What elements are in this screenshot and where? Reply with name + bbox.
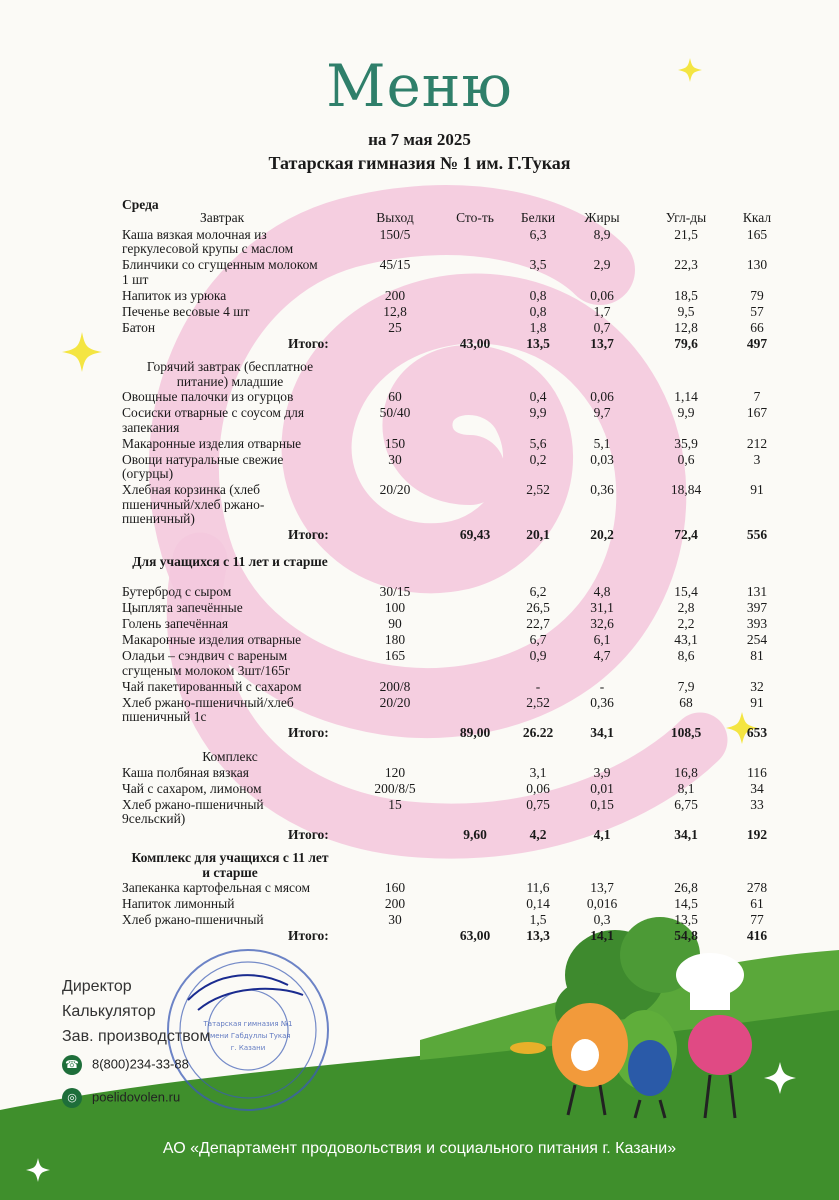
total-fat: 20,2 (590, 527, 614, 542)
menu-item-fat: 0,03 (590, 451, 614, 467)
total-cost: 89,00 (459, 725, 491, 740)
menu-item-yield: 180 (384, 632, 406, 647)
menu-item-protein: 0,06 (526, 780, 550, 796)
column-header: Жиры (584, 210, 620, 225)
menu-item-carbs: 14,5 (674, 896, 698, 911)
menu-item-name: Запеканка картофельная с мясом (122, 880, 311, 895)
menu-item-protein: 22,7 (526, 616, 550, 631)
menu-item-protein: 6,2 (529, 584, 547, 599)
footer-organization: АО «Департамент продовольствия и социального питания г. Казани» (162, 1140, 677, 1157)
menu-item-carbs: 9,5 (677, 303, 695, 319)
menu-item-yield: 20/20 (379, 694, 411, 710)
menu-item-fat: 0,36 (590, 694, 614, 710)
signature-director: Директор (62, 978, 132, 995)
total-protein: 20,1 (526, 527, 550, 542)
menu-item-kcal: 3 (753, 451, 761, 467)
menu-item-fat: 0,06 (590, 287, 614, 303)
menu-item-yield: 150 (384, 435, 406, 451)
menu-item-carbs: 12,8 (674, 319, 698, 335)
total-carbs: 34,1 (674, 827, 698, 842)
menu-item-fat: - (599, 678, 605, 694)
menu-item-name: Овощи натуральные свежие (огурцы) (122, 451, 284, 481)
menu-item-fat: 4,8 (593, 584, 611, 599)
menu-item-carbs: 9,9 (677, 405, 695, 420)
total-protein: 13,3 (526, 928, 550, 943)
total-cost: 43,00 (459, 335, 491, 351)
menu-item-protein: 0,8 (529, 303, 547, 319)
day-label: Среда (122, 197, 159, 212)
menu-item-kcal: 81 (750, 648, 764, 663)
menu-item-kcal: 91 (750, 694, 764, 710)
menu-item-carbs: 7,9 (677, 678, 695, 694)
menu-item-fat: 0,15 (590, 796, 614, 812)
menu-item-name: Хлебная корзинка (хлеб пшеничный/хлеб ржано-пшеничный) (122, 482, 265, 526)
menu-item-protein: 3,1 (529, 764, 547, 780)
yellow-star-icon (62, 332, 102, 372)
menu-item-carbs: 22,3 (674, 257, 698, 272)
menu-title: Меню (326, 52, 513, 120)
section-heading: Завтрак (200, 210, 245, 225)
menu-item-kcal: 66 (750, 319, 764, 335)
menu-item-name: Цыплята запечённые (122, 600, 243, 615)
school-name: Татарская гимназия № 1 им. Г.Тукая (268, 153, 571, 173)
total-label: Итого: (288, 928, 329, 943)
phone-icon: ☎ (62, 1055, 82, 1075)
total-carbs: 108,5 (670, 725, 702, 740)
total-protein: 4,2 (529, 827, 547, 842)
menu-item-protein: 0,14 (526, 896, 550, 911)
menu-item-name: Чай пакетированный с сахаром (122, 678, 302, 694)
total-carbs: 54,8 (674, 928, 698, 943)
total-label: Итого: (288, 527, 329, 542)
menu-item-kcal: 131 (746, 584, 768, 599)
menu-item-yield: 30 (388, 451, 402, 467)
menu-item-carbs: 15,4 (674, 584, 698, 599)
menu-item-name: Печенье весовые 4 шт (122, 303, 250, 319)
total-fat: 34,1 (590, 725, 614, 740)
svg-text:г. Казани: г. Казани (230, 1044, 266, 1052)
menu-item-protein: 9,9 (529, 405, 547, 420)
total-label: Итого: (288, 827, 329, 842)
menu-item-protein: 0,8 (529, 287, 547, 303)
menu-item-fat: 0,01 (590, 780, 614, 796)
menu-item-fat: 6,1 (593, 632, 611, 647)
total-kcal: 556 (746, 527, 768, 542)
menu-item-protein: 2,52 (526, 694, 550, 710)
menu-item-fat: 0,06 (590, 389, 614, 404)
menu-item-name: Батон (122, 319, 156, 335)
menu-item-fat: 0,7 (593, 319, 611, 335)
menu-item-yield: 160 (384, 880, 406, 895)
menu-item-carbs: 68 (679, 694, 693, 710)
menu-item-name: Каша вязкая молочная из геркулесовой крупы с маслом (122, 226, 294, 256)
menu-item-fat: 0,3 (593, 912, 611, 927)
menu-item-protein: 26,5 (526, 600, 550, 615)
menu-item-fat: 4,7 (593, 648, 611, 663)
menu-item-carbs: 0,6 (677, 451, 695, 467)
menu-item-protein: 0,9 (529, 648, 547, 663)
menu-item-protein: 0,2 (529, 451, 547, 467)
menu-item-name: Овощные палочки из огурцов (122, 389, 294, 404)
column-header: Угл-ды (665, 210, 707, 225)
menu-item-kcal: 167 (746, 405, 768, 420)
menu-item-carbs: 18,84 (670, 482, 702, 497)
column-header: Выход (376, 210, 414, 225)
menu-item-name: Чай с сахаром, лимоном (122, 780, 262, 796)
menu-item-kcal: 130 (746, 257, 768, 272)
menu-item-yield: 45/15 (379, 257, 411, 272)
menu-item-carbs: 8,6 (677, 648, 695, 663)
menu-item-yield: 20/20 (379, 482, 411, 497)
menu-item-yield: 200/8 (379, 678, 411, 694)
menu-item-name: Макаронные изделия отварные (122, 632, 302, 647)
total-label: Итого: (288, 335, 329, 351)
menu-item-kcal: 7 (753, 389, 761, 404)
menu-item-protein: 5,6 (529, 435, 547, 451)
menu-item-kcal: 116 (747, 764, 767, 780)
menu-item-protein: - (535, 678, 541, 694)
menu-item-name: Бутерброд с сыром (122, 584, 232, 599)
menu-item-fat: 0,36 (590, 482, 614, 497)
column-header: Сто-ть (456, 210, 494, 225)
menu-item-carbs: 1,14 (674, 389, 698, 404)
menu-item-protein: 1,8 (529, 319, 547, 335)
menu-item-fat: 3,9 (593, 764, 611, 780)
signature-calculator: Калькулятор (62, 1003, 156, 1020)
menu-item-carbs: 35,9 (674, 435, 698, 451)
menu-item-fat: 9,7 (593, 405, 611, 420)
menu-item-kcal: 79 (750, 287, 764, 303)
menu-item-name: Хлеб ржано-пшеничный/хлеб пшеничный 1с (122, 694, 294, 724)
menu-item-carbs: 13,5 (674, 912, 698, 927)
menu-item-name: Напиток лимонный (122, 896, 235, 911)
menu-item-carbs: 2,2 (677, 616, 695, 631)
phone-contact (62, 1055, 189, 1075)
menu-item-yield: 90 (388, 616, 402, 631)
total-cost: 63,00 (459, 928, 491, 943)
total-carbs: 79,6 (674, 335, 698, 351)
menu-item-kcal: 91 (750, 482, 764, 497)
section-heading: Комплекс для учащихся с 11 лет и старше (131, 850, 329, 880)
menu-item-yield: 100 (384, 600, 406, 615)
total-kcal: 416 (746, 928, 768, 943)
menu-item-yield: 165 (384, 648, 406, 663)
menu-item-kcal: 278 (746, 880, 768, 895)
menu-item-carbs: 16,8 (674, 764, 698, 780)
menu-item-kcal: 61 (750, 896, 764, 911)
section-heading: Комплекс (202, 749, 258, 764)
menu-item-kcal: 212 (746, 435, 768, 451)
menu-item-name: Блинчики со сгущенным молоком 1 шт (122, 257, 318, 287)
menu-item-carbs: 18,5 (674, 287, 698, 303)
menu-item-fat: 5,1 (593, 435, 611, 451)
menu-item-fat: 13,7 (590, 880, 614, 895)
total-carbs: 72,4 (674, 527, 698, 542)
menu-item-kcal: 77 (750, 912, 764, 927)
menu-item-yield: 50/40 (379, 405, 411, 420)
total-kcal: 192 (746, 827, 768, 842)
section-heading: Для учащихся с 11 лет и старше (132, 554, 328, 569)
menu-item-yield: 12,8 (383, 303, 407, 319)
menu-item-fat: 32,6 (590, 616, 614, 631)
menu-item-carbs: 43,1 (674, 632, 698, 647)
menu-item-name: Голень запечённая (122, 616, 229, 631)
column-header: Белки (520, 210, 556, 225)
menu-item-fat: 2,9 (593, 257, 611, 272)
total-protein: 26.22 (522, 725, 554, 740)
menu-item-yield: 30 (388, 912, 402, 927)
menu-item-yield: 150/5 (379, 226, 411, 242)
menu-item-name: Напиток из урюка (122, 287, 227, 303)
svg-text:Татарская гимназия №1: Татарская гимназия №1 (203, 1020, 293, 1028)
menu-item-yield: 30/15 (379, 584, 411, 599)
menu-item-kcal: 32 (750, 678, 764, 694)
menu-item-protein: 11,6 (526, 880, 550, 895)
menu-item-yield: 15 (388, 796, 402, 812)
menu-item-name: Оладьи – сэндвич с вареным сгущеным молоком 3шт/165г (122, 648, 291, 678)
menu-item-protein: 3,5 (529, 257, 547, 272)
menu-item-fat: 8,9 (593, 226, 611, 242)
menu-item-kcal: 34 (750, 780, 764, 796)
globe-icon: ◎ (62, 1088, 82, 1108)
column-header: Ккал (742, 210, 772, 225)
menu-item-carbs: 8,1 (677, 780, 695, 796)
total-kcal: 653 (746, 725, 768, 740)
menu-item-kcal: 165 (746, 226, 768, 242)
menu-item-fat: 1,7 (593, 303, 611, 319)
menu-item-kcal: 397 (746, 600, 768, 615)
menu-item-carbs: 21,5 (674, 226, 698, 242)
menu-item-name: Хлеб ржано-пшеничный (122, 912, 264, 927)
section-heading: Горячий завтрак (бесплатное питание) младшие (146, 359, 314, 389)
phone-number: 8(800)234-33-88 (92, 1056, 189, 1072)
menu-item-name: Хлеб ржано-пшеничный 9сельский) (122, 796, 264, 826)
total-protein: 13,5 (526, 335, 550, 351)
menu-item-kcal: 254 (746, 632, 768, 647)
svg-text:имени Габдуллы Тукая: имени Габдуллы Тукая (205, 1032, 291, 1040)
menu-item-kcal: 57 (750, 303, 764, 319)
menu-item-protein: 1,5 (529, 912, 547, 927)
menu-item-yield: 200 (384, 287, 406, 303)
menu-item-name: Каша полбяная вязкая (122, 764, 249, 780)
menu-item-protein: 0,75 (526, 796, 550, 812)
menu-date: на 7 мая 2025 (368, 130, 471, 149)
menu-item-protein: 6,3 (529, 226, 547, 242)
menu-item-yield: 200/8/5 (374, 780, 416, 796)
total-kcal: 497 (746, 335, 768, 351)
menu-item-protein: 0,4 (529, 389, 547, 404)
menu-item-yield: 200 (384, 896, 406, 911)
website-contact[interactable] (62, 1088, 180, 1108)
menu-item-protein: 6,7 (529, 632, 547, 647)
menu-item-kcal: 33 (750, 796, 764, 812)
total-fat: 13,7 (590, 335, 614, 351)
menu-item-carbs: 26,8 (674, 880, 698, 895)
total-fat: 14,1 (590, 928, 614, 943)
menu-item-fat: 0,016 (586, 896, 618, 911)
signature-production-head: Зав. производством (62, 1028, 211, 1045)
menu-item-carbs: 6,75 (674, 796, 698, 812)
total-cost: 69,43 (459, 527, 491, 542)
menu-item-yield: 60 (388, 389, 402, 404)
menu-item-yield: 25 (388, 319, 402, 335)
total-fat: 4,1 (593, 827, 611, 842)
menu-item-carbs: 2,8 (677, 600, 695, 615)
menu-item-fat: 31,1 (590, 600, 614, 615)
total-cost: 9,60 (463, 827, 487, 842)
website-link[interactable]: poelidovolen.ru (92, 1089, 181, 1105)
menu-item-protein: 2,52 (526, 482, 550, 497)
menu-item-name: Макаронные изделия отварные (122, 435, 302, 451)
menu-item-name: Сосиски отварные с соусом для запекания (122, 405, 305, 435)
total-label: Итого: (288, 725, 329, 740)
menu-item-kcal: 393 (746, 616, 768, 631)
menu-item-yield: 120 (384, 764, 406, 780)
